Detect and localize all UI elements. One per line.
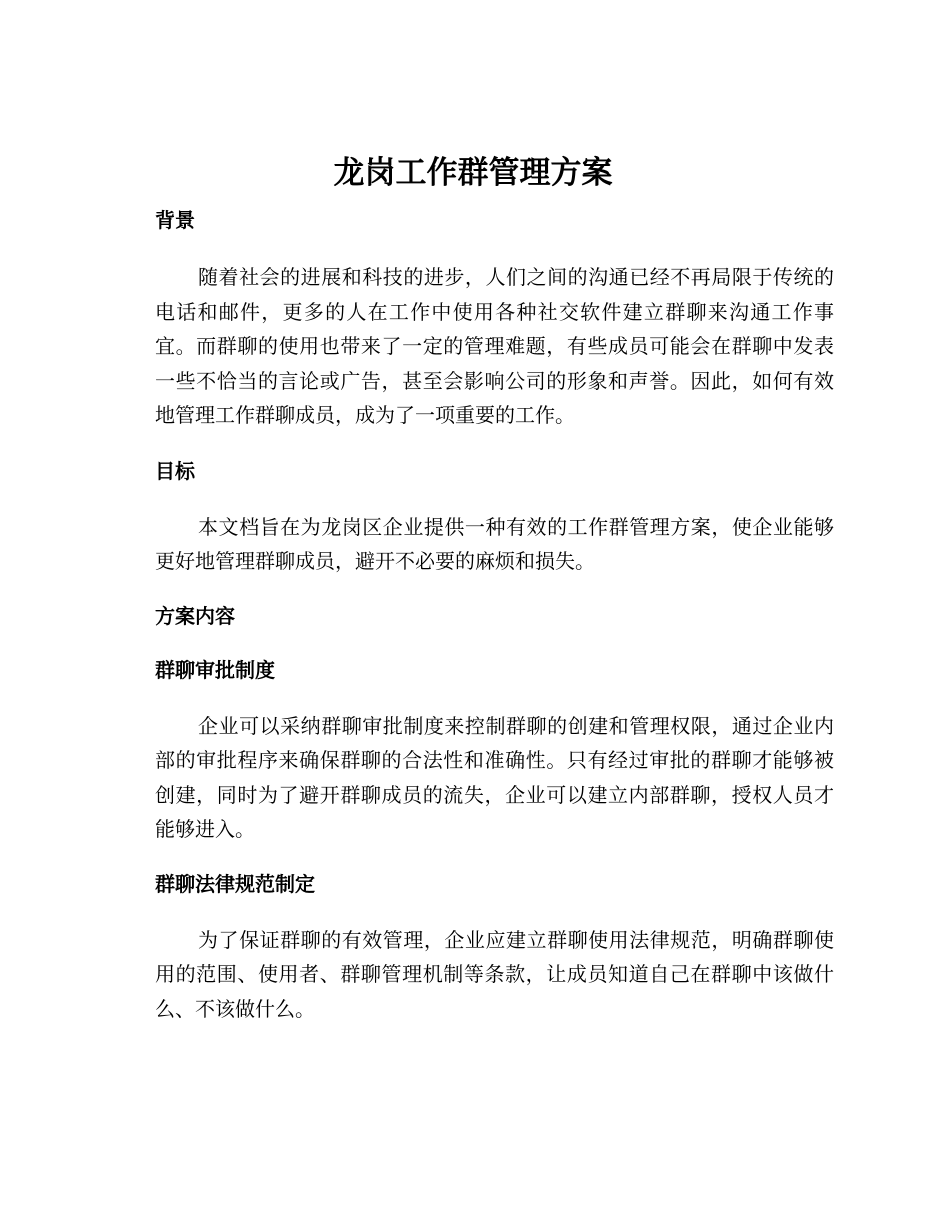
document-title: 龙岗工作群管理方案 <box>333 155 613 191</box>
paragraph-line: 创建，同时为了避开群聊成员的流失，企业可以建立内部群聊，授权人员才 <box>155 782 834 807</box>
paragraph-line: 本文档旨在为龙岗区企业提供一种有效的工作群管理方案，使企业能够 <box>198 514 834 539</box>
section-heading-goal: 目标 <box>155 458 195 483</box>
paragraph-line: 企业可以采纳群聊审批制度来控制群聊的创建和管理权限，通过企业内 <box>198 713 834 738</box>
paragraph-line: 随着社会的进展和科技的进步，人们之间的沟通已经不再局限于传统的 <box>198 265 834 289</box>
paragraph-line: 么、不该做什么。 <box>155 996 315 1021</box>
paragraph-line: 地管理工作群聊成员，成为了一项重要的工作。 <box>155 403 575 427</box>
section-paragraph-background <box>112 260 834 433</box>
paragraph-line: 更好地管理群聊成员，避开不必要的麻烦和损失。 <box>155 549 595 573</box>
paragraph-line: 用的范围、使用者、群聊管理机制等条款，让成员知道自己在群聊中该做什 <box>155 962 834 986</box>
paragraph-line: 为了保证群聊的有效管理，企业应建立群聊使用法律规范，明确群聊使 <box>198 927 834 952</box>
section-paragraph-goal <box>112 510 834 579</box>
paragraph-line: 宜。而群聊的使用也带来了一定的管理难题，有些成员可能会在群聊中发表 <box>155 334 834 358</box>
paragraph-line: 一些不恰当的言论或广告，甚至会影响公司的形象和声誉。因此，如何有效 <box>155 368 834 393</box>
section-paragraph-legal-norms <box>112 923 834 1027</box>
section-heading-legal-norms: 群聊法律规范制定 <box>155 871 315 896</box>
section-heading-approval-system: 群聊审批制度 <box>155 657 275 682</box>
section-heading-background: 背景 <box>155 208 195 232</box>
paragraph-line: 部的审批程序来确保群聊的合法性和准确性。只有经过审批的群聊才能够被 <box>155 748 834 772</box>
paragraph-line: 能够进入。 <box>155 817 255 841</box>
section-paragraph-approval-system <box>112 709 834 847</box>
document-content <box>112 150 834 1026</box>
section-heading-plan-content: 方案内容 <box>155 603 235 628</box>
paragraph-line: 电话和邮件，更多的人在工作中使用各种社交软件建立群聊来沟通工作事 <box>155 299 834 324</box>
